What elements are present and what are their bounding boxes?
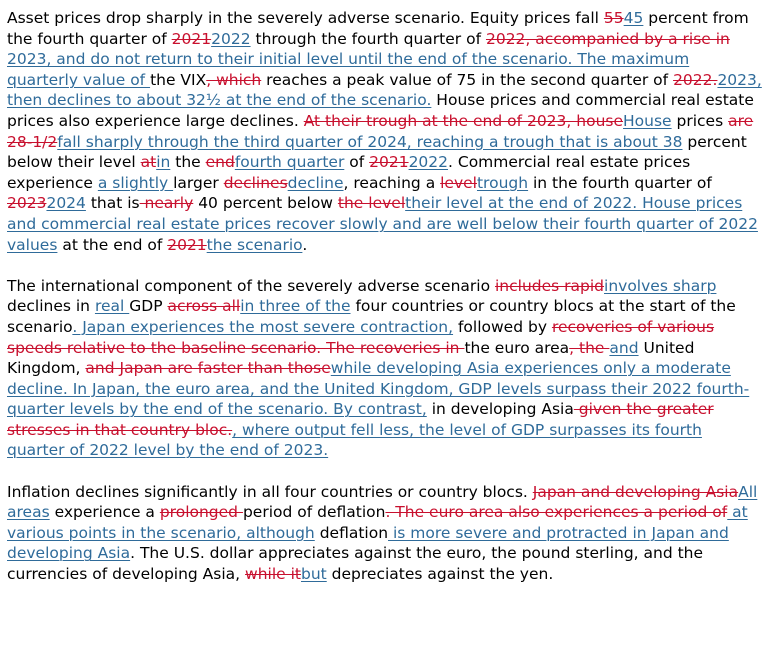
body-text: in developing Asia — [426, 400, 574, 419]
body-text: reaches a peak value of 75 in the second quarter of — [261, 70, 674, 89]
body-text: Inflation declines significantly in all four countries or country blocs. — [7, 482, 533, 501]
deleted-text: level — [440, 173, 477, 192]
inserted-text: 45 — [623, 9, 644, 27]
paragraph-inflation — [7, 482, 762, 585]
body-text: percent below their level — [7, 132, 747, 172]
deleted-text: across all — [167, 297, 241, 316]
deleted-text: given the greater stresses in that country bloc. — [7, 400, 714, 439]
inserted-text: and — [609, 338, 639, 357]
inserted-text: their level at the end of 2022. House prices and commercial real estate prices recover slowly and are well below their fourth quarter of 2022 values — [7, 194, 758, 254]
body-text: percent from the fourth quarter of — [7, 9, 749, 48]
inserted-text: . Japan experiences the most severe contraction, — [72, 317, 454, 336]
inserted-text: but — [301, 565, 327, 584]
body-text: . The U.S. dollar appreciates against the euro, the pound sterling, and the currencies of developing Asia, — [7, 544, 704, 584]
body-text: , reaching a — [343, 173, 441, 192]
deleted-text: end — [205, 153, 235, 172]
deleted-text: prolonged — [159, 503, 243, 522]
body-text: The international component of the severely adverse scenario — [7, 276, 495, 295]
body-text: United Kingdom, — [7, 338, 695, 378]
body-text: followed by — [453, 317, 552, 336]
inserted-text: trough — [476, 173, 529, 192]
inserted-text: 2023, and do not return to their initial level until the end of the scenario. The maximum quarterly value of — [7, 50, 690, 89]
inserted-text: is more severe and protracted in Japan and developing Asia — [7, 523, 729, 563]
deleted-text: the level — [337, 194, 406, 213]
deleted-text: 2022. — [673, 70, 718, 89]
body-text: at the end of — [57, 235, 168, 254]
deleted-text: declines — [223, 173, 288, 192]
inserted-text: involves sharp — [604, 276, 717, 295]
body-text: GDP — [129, 297, 168, 316]
deleted-text: recoveries of various speeds relative to the baseline scenario. The recoveries in — [7, 317, 715, 357]
inserted-text: decline — [287, 173, 344, 192]
body-text: period of deflation — [242, 503, 386, 522]
inserted-text: in — [156, 153, 171, 172]
body-text: in the fourth quarter of — [528, 173, 712, 192]
deleted-text: , which — [206, 70, 262, 89]
deleted-text: includes rapid — [495, 276, 605, 295]
body-text: House prices and commercial real estate prices also experience large declines. — [7, 91, 754, 130]
inserted-text: All areas — [7, 482, 758, 522]
body-text: 40 percent below — [193, 194, 338, 213]
inserted-text: 2024 — [46, 194, 86, 213]
paragraph-asset-prices — [7, 8, 762, 255]
inserted-text: fourth quarter — [234, 153, 345, 172]
deleted-text: at — [140, 153, 157, 172]
deleted-text: . The euro area also experiences a period of — [385, 503, 728, 522]
body-text: of — [344, 153, 370, 172]
deleted-text: nearly — [139, 194, 194, 213]
inserted-text: House — [623, 111, 672, 130]
body-text: Asset prices drop sharply in the severely adverse scenario. Equity prices fall — [7, 9, 604, 27]
body-text: the euro area — [464, 338, 570, 357]
inserted-text: while developing Asia experiences only a moderate decline. In Japan, the euro area, and the United Kingdom, GDP levels surpass their 2022 fourth-quarter levels by the end of the scenario. By contrast, — [7, 359, 750, 419]
deleted-text: At their trough at the end of 2023, house — [303, 111, 624, 130]
inserted-text: the scenario — [206, 235, 303, 254]
inserted-text: a slightly — [97, 173, 174, 192]
body-text: declines in — [7, 297, 95, 316]
inserted-text: 2022 — [408, 153, 449, 172]
deleted-text: 2022, accompanied by a rise in — [485, 29, 730, 48]
body-text: larger — [173, 173, 224, 192]
body-text: . Commercial real estate prices experience — [7, 153, 691, 192]
deleted-text: while it — [245, 565, 301, 584]
inserted-text: at various points in the scenario, although — [7, 503, 748, 542]
body-text: deflation — [314, 523, 389, 542]
paragraph-international — [7, 276, 762, 461]
deleted-text: , the — [569, 338, 610, 357]
body-text: the VIX — [150, 70, 207, 89]
body-text: experience a — [49, 503, 160, 522]
deleted-text: 2021 — [171, 29, 212, 48]
inserted-text: real — [94, 297, 130, 316]
inserted-text: 2023, then declines to about 32½ at the end of the scenario. — [7, 70, 762, 110]
deleted-text: 55 — [603, 9, 624, 27]
deleted-text: 2021 — [167, 235, 207, 254]
body-text: depreciates against the yen. — [326, 565, 554, 584]
inserted-text: , where output fell less, the level of GDP surpasses its fourth quarter of 2022 level by the end of 2023. — [7, 420, 702, 460]
body-text: the — [170, 153, 206, 172]
deleted-text: 2021 — [369, 153, 409, 172]
deleted-text: Japan and developing Asia — [532, 482, 739, 501]
deleted-text: and Japan are faster than those — [85, 359, 331, 378]
deleted-text: are 28-1/2 — [7, 111, 754, 151]
body-text: through the fourth quarter of — [250, 29, 486, 48]
body-text: . — [302, 235, 308, 254]
inserted-text: fall sharply through the third quarter of 2024, reaching a trough that is about 38 — [57, 132, 683, 151]
deleted-text: 2023 — [7, 194, 47, 213]
inserted-text: 2022 — [211, 29, 251, 48]
inserted-text: in three of the — [240, 297, 351, 316]
body-text: prices — [671, 111, 729, 130]
body-text: that is — [85, 194, 140, 213]
body-text: four countries or country blocs at the start of the scenario — [7, 297, 736, 336]
